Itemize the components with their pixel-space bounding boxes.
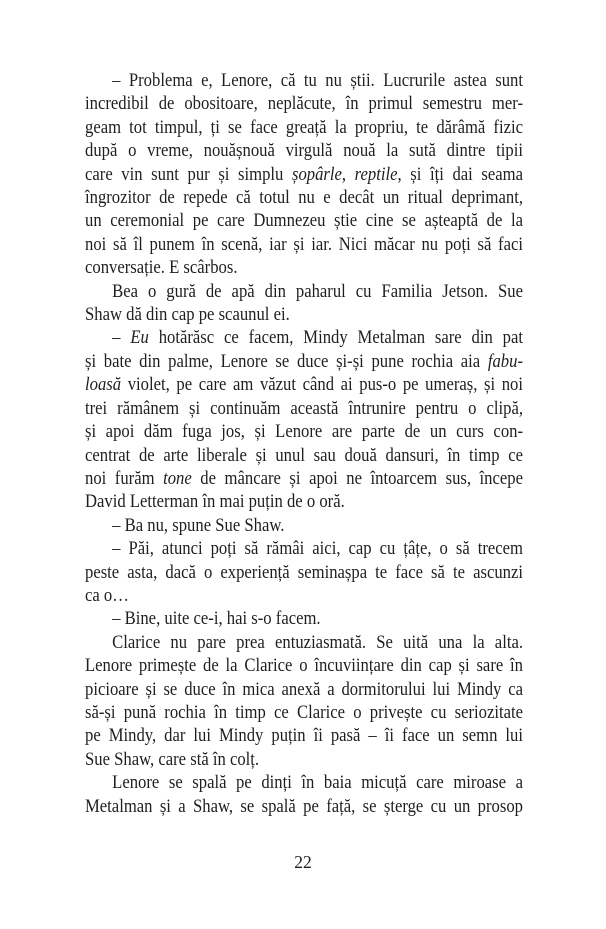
text-run: pe Mindy, dar lui Mindy puțin îi pasă – îi face un semn lui — [85, 725, 523, 747]
page-number: 22 — [294, 852, 312, 872]
text-line — [85, 561, 523, 584]
text-line — [85, 116, 523, 139]
italic-text-run: tone — [163, 467, 192, 489]
text-line — [85, 280, 523, 303]
text-run: și bate din palme, Lenore se duce și-și pune rochia aia — [85, 350, 488, 372]
text-run: și apoi dăm fuga jos, și Lenore are parte de un curs con- — [85, 421, 523, 443]
text-line — [85, 420, 523, 443]
text-run: Shaw dă din cap pe scaunul ei. — [85, 304, 290, 326]
text-line — [85, 584, 523, 607]
text-line — [85, 209, 523, 232]
italic-text-run: șopârle — [291, 163, 342, 185]
text-line — [85, 607, 523, 630]
text-line — [85, 771, 523, 794]
text-run: – Problema e, Lenore, că tu nu știi. Lucrurile astea sunt — [112, 70, 523, 91]
text-line — [85, 678, 523, 701]
text-run: – Bine, uite ce-i, hai s-o facem. — [112, 608, 321, 630]
text-line — [85, 490, 523, 513]
text-line — [85, 350, 523, 373]
text-run: noi furăm — [85, 467, 164, 489]
text-line — [85, 233, 523, 256]
text-line — [85, 163, 523, 186]
text-line — [85, 444, 523, 467]
text-run: de mâncare și apoi ne întoarcem sus, începe — [191, 467, 523, 489]
text-line — [85, 701, 523, 724]
text-line — [85, 397, 523, 420]
text-run: – Ba nu, spune Sue Shaw. — [112, 514, 285, 536]
text-line — [85, 186, 523, 209]
text-run: centrat de arte liberale și unul sau două dansuri, în timp ce — [85, 444, 523, 466]
text-line — [85, 748, 523, 771]
text-run: după o vreme, nouășnouă virgulă nouă la sută dintre tipii — [85, 140, 523, 162]
page-text-block — [85, 69, 523, 818]
text-run: , și îți dai seama — [397, 163, 523, 185]
text-run: violet, pe care am văzut când ai pus-o pe umeraș, și noi — [121, 374, 523, 396]
text-line — [85, 795, 523, 818]
italic-text-run: reptile — [354, 163, 398, 185]
text-run: un ceremonial pe care Dumnezeu știe cine se așteaptă de la — [85, 210, 523, 232]
text-run: Metalman și a Shaw, se spală pe față, se șterge cu un prosop — [85, 795, 523, 817]
text-run: geam tot timpul, ți se face greață la propriu, te dărâmă fizic — [85, 116, 523, 138]
italic-text-run: Eu — [130, 327, 149, 349]
text-line — [85, 139, 523, 162]
text-run: conversație. E scârbos. — [85, 257, 238, 279]
text-run: Bea o gură de apă din paharul cu Familia Jetson. Sue — [112, 280, 523, 302]
text-line — [85, 326, 523, 349]
text-line — [85, 654, 523, 677]
text-run: , — [341, 163, 355, 185]
text-run: – Păi, atunci poți să rămâi aici, cap cu țâțe, o să trecem — [112, 538, 523, 560]
text-line — [85, 537, 523, 560]
text-run: – — [112, 327, 131, 349]
text-run: îngrozitor de repede că totul nu e decât un ritual deprimant, — [85, 187, 523, 209]
text-line — [85, 467, 523, 490]
text-run: picioare și se duce în mica anexă a dormitorului lui Mindy ca — [85, 678, 523, 700]
text-run: trei rămânem și continuăm această întrunire pentru o clipă, — [85, 397, 523, 419]
text-line — [85, 92, 523, 115]
text-run: Clarice nu pare prea entuziasmată. Se uită una la alta. — [112, 631, 523, 653]
text-line — [85, 256, 523, 279]
text-line — [85, 514, 523, 537]
text-run: peste asta, dacă o experiență seminașpa te face să te ascunzi — [85, 561, 523, 583]
text-line — [85, 724, 523, 747]
text-run: hotărăsc ce facem, Mindy Metalman sare din pat — [148, 327, 524, 349]
italic-text-run: fabu- — [487, 350, 523, 372]
text-run: Lenore se spală pe dinți în baia micuță care miroase a — [112, 772, 523, 794]
text-run: care vin sunt pur și simplu — [85, 163, 292, 185]
text-line — [85, 373, 523, 396]
text-run: incredibil de obositoare, neplăcute, în primul semestru mer- — [85, 93, 523, 115]
text-line — [85, 631, 523, 654]
text-line — [85, 303, 523, 326]
italic-text-run: loasă — [85, 374, 122, 396]
text-run: David Letterman în mai puțin de o oră. — [85, 491, 345, 513]
text-run: Sue Shaw, care stă în colț. — [85, 748, 260, 770]
text-run: Lenore primește de la Clarice o încuviințare din cap și sare în — [85, 655, 523, 677]
text-run: noi să îl punem în scenă, iar și iar. Nici măcar nu poți să faci — [85, 233, 523, 255]
text-line — [85, 69, 523, 92]
text-run: ca o… — [85, 584, 129, 606]
text-run: să-și pună rochia în timp ce Clarice o privește cu seriozitate — [85, 701, 523, 723]
